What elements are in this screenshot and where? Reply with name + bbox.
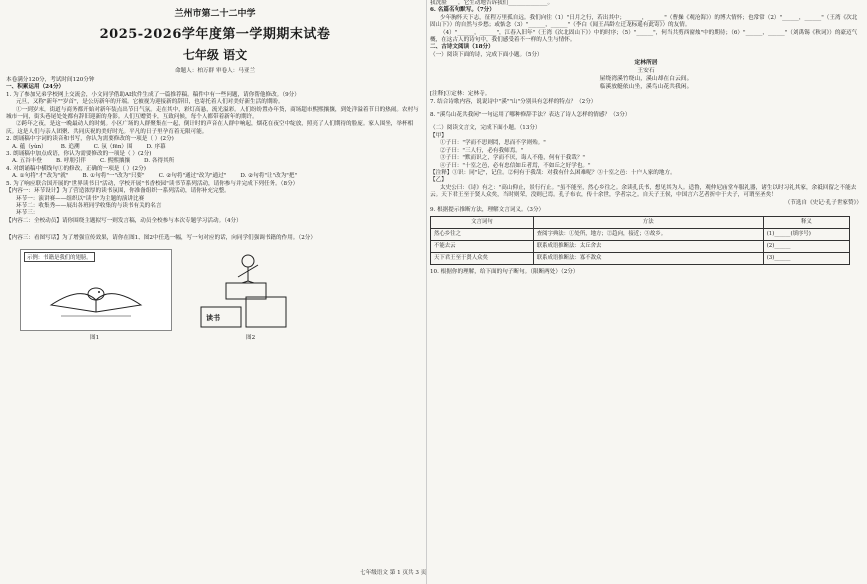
- answer-cell[interactable]: (2)______: [763, 241, 849, 253]
- source-line: （节选自《史记·孔子世家赞》）: [784, 199, 862, 206]
- grade-subject: 七年级 语文: [182, 48, 248, 62]
- option[interactable]: B. ①句将"一"改为"只要": [82, 173, 145, 180]
- question-1: 1. 为了参加兄弟学校网上交流会，小文同学借助AI软件生成了一篇推荐稿。稿件中有一些问题，请你帮他修改。（9分）: [6, 91, 300, 98]
- exam-info: 本卷满分120分，考试时间120分钟: [6, 77, 95, 83]
- poem-block: [430, 59, 862, 91]
- task-3: 【内容三：看图写话】为了增强宣传效果，请你在图1、图2中任选一幅，写一句对应的话，向同学们强调书籍的作用。（2分）: [6, 235, 316, 242]
- passage-para: ①一到岁末，街道与商务都开始对新年装点出节日气氛。走在其中，彩灯高悬，流光溢彩。人们纷纷置办年货，商场超市熙熙攘攘，到处洋溢着节日的热闹。农村与城市一同，街头巷尾处处都有辞旧迎新的身影。人们互赠贺卡，互致问候，每个人都带着新年的期许。: [6, 106, 419, 121]
- table-cell: 联系成语推断法：太丘舍去: [533, 241, 763, 253]
- option[interactable]: D. ②句将"让"改为"把": [240, 173, 298, 180]
- question-8: 8. "溪鸟山花共我闲"一句运用了哪种修辞手法？表达了诗人怎样的情感？（3分）: [430, 112, 631, 119]
- option[interactable]: A. 五谷丰登: [12, 158, 42, 165]
- task-2: 【内容二：全校动员】请你围绕主题拟写一则发言稿，动员全校参与本次专题学习活动。（4分）: [6, 217, 242, 224]
- page-footer: 七年级语文 第 1 页共 3 页: [360, 570, 427, 576]
- analects-line: ①子曰："学而不思则罔，思而不学则殆。": [440, 140, 546, 147]
- question-5: 5. 为了响应联合国开展的"世界读书日"活动，学校开展"书香校园"读书节系列活动，请你参与并完成下列任务。（8分）: [6, 180, 299, 187]
- question-7: 7. 结合诗歌内容，说说诗中"溪""山"分别具有怎样的特点？（2分）: [430, 98, 597, 105]
- analects-line: ④子曰："十室之邑，必有忠信如丘者焉，不如丘之好学也。": [440, 162, 591, 169]
- left-column: [6, 0, 427, 584]
- text-line: 我洗脸____，它生动地告诉我们______________。: [430, 0, 554, 6]
- bird-book-illustration: [21, 250, 171, 330]
- figure-2-label: 图2: [246, 334, 256, 341]
- step: 环节三：: [16, 210, 39, 217]
- table-header: 释义: [763, 217, 849, 229]
- passage-label: 【乙】: [430, 177, 447, 184]
- column-divider: [426, 0, 427, 584]
- question-9: 9. 根据提示推断方法，理解文言词义。（3分）: [430, 206, 545, 213]
- options-q3: [6, 158, 424, 165]
- question-10: 10. 根据你的理解，给下面的句子断句。（限断两处）（2分）: [430, 269, 579, 276]
- question-2: 2. 朗诵稿中字词的读音和书写，你认为需要修改的一项是（ ）(2分): [6, 136, 174, 143]
- question-3: 3. 朗诵稿中加点成语，你认为需要修改的一项是（ ）(2分): [6, 151, 152, 158]
- option[interactable]: C. 氛（fēn）围: [93, 143, 133, 150]
- poem-author: 王安石: [637, 68, 655, 75]
- step: 环节一：演讲赛——组织以"读书"为主题的演讲比赛: [16, 195, 145, 202]
- school-name: 兰州市第二十二中学: [174, 9, 256, 19]
- subsection-heading: （一）阅读下面的诗，完成下面小题。（5分）: [430, 51, 543, 58]
- option[interactable]: B. 追溯: [60, 143, 80, 150]
- option[interactable]: D. 序幕: [146, 143, 166, 150]
- author-line: 命题人：柏万群 审卷人：马亚兰: [174, 68, 256, 74]
- option[interactable]: A. ①句将"才"改为"就": [12, 173, 69, 180]
- table-cell: 天下君王至于贤人众矣: [431, 253, 534, 265]
- options-q2: [6, 144, 424, 151]
- analects-line: ②子曰："三人行，必有我师焉。": [440, 147, 524, 154]
- question-6: 6. 名篇名句默写。（7分）: [430, 7, 495, 14]
- analects-line: ③子曰："默而识之，学而不厌，诲人不倦，何有于我哉？": [440, 155, 585, 162]
- option[interactable]: B. 呼朋引伴: [55, 158, 87, 165]
- question-4: 4. 对朗诵稿中横线句①的修改，正确的一项是（ ）(2分): [6, 165, 146, 172]
- table-header: 文言词句: [431, 217, 534, 229]
- vocabulary-table: [430, 216, 850, 265]
- figures: [6, 245, 424, 341]
- right-column: [430, 0, 862, 584]
- passage-para: ②跨年之夜，是这一晚最动人的时刻。小区广场的人群聚集在一起，倒计时的声音在人群中响起，烟花在夜空中绽放，照亮了人们期待的脸庞。家人围坐，举杯相庆。这是人们与亲人团聚、共同庆祝的美好时光。平凡的日子里孕育着无限可能。: [6, 121, 414, 135]
- task-1: 【内容一：环节设计】为了营造浓厚的读书氛围，你准备组织一系列活动，请你补充完整。: [6, 188, 230, 195]
- figure-caption-box: 示例：书籍是我们的翅膀。: [24, 252, 95, 262]
- section-heading: 一、积累运用（24分）: [6, 84, 65, 91]
- table-row: [431, 253, 850, 265]
- option[interactable]: A. 蕴（yùn）: [12, 143, 47, 150]
- table-header: 方法: [533, 217, 763, 229]
- option[interactable]: C. ②句将"通过"改为"通过": [158, 173, 227, 180]
- table-cell: 联系成语推断法：寡不敌众: [533, 253, 763, 265]
- table-row: [431, 241, 850, 253]
- figure-1-label: 图1: [90, 334, 100, 341]
- passage-para: 元旦，又称"新年""岁首"，是公历新年的开端。它被视为迎接新的辞旧，也寄托着人们对美好新生活的期盼。: [16, 99, 284, 106]
- figure-2: [196, 247, 306, 331]
- exam-title: 2025-2026学年度第一学期期末试卷: [99, 27, 331, 42]
- fill-blank-text: 少年胸怀天下志，征程万里孤自远。我们向往（1）"日月之行，若出其中；______，______"（曹操《观沧海》）的博大情怀；也常常（2）"______，______"（王湾《次北固山下》）的自然与乡愁；或惦念（3）"______，______"（李白《闻王昌龄左迁龙标遥有此寄》）的友情。: [430, 14, 858, 29]
- step: 环节二：收集秀——展出各班同学收集的与读书有关的名言: [16, 202, 162, 209]
- table-header-row: [431, 217, 850, 229]
- classical-passage: 太史公曰：《诗》有之："高山仰止，景行行止。"虽不能至，然心乡往之。余读孔氏书，想见其为人。适鲁，观仲尼庙堂车服礼器，诸生以时习礼其家，余祗回留之不能去云。天下君王至于贤人众矣，当时则荣，没则已焉。孔子布衣，传十余世，学者宗之。自天子王侯，中国言六艺者折中于夫子，可谓至圣矣！: [430, 184, 857, 199]
- answer-cell[interactable]: (1)______(填序号): [763, 229, 849, 241]
- option[interactable]: D. 各得其所: [144, 158, 175, 165]
- subsection-heading: （二）阅读文言文，完成下面小题。（13分）: [430, 125, 541, 132]
- poem-note: [注释]①定林：定林寺。: [430, 91, 491, 98]
- table-cell: 不能去云: [431, 241, 534, 253]
- poem-title: 定林所居: [634, 60, 658, 67]
- answer-cell[interactable]: (3)______: [763, 253, 849, 265]
- option[interactable]: C. 熙熙攘攘: [100, 158, 131, 165]
- table-row: [431, 229, 850, 241]
- annotation: 【注释】①识：同"记"，记住。②何有于我哉：对我有什么困难呢？③十室之邑：十户人家的地方。: [430, 169, 676, 176]
- figure-1: [20, 249, 172, 331]
- book-label: 读书: [206, 312, 220, 322]
- table-cell: 查阅字典法：①处所，地方；②趋向，接近；③故乡。: [533, 229, 763, 241]
- poem-line: 临溪放艇依山坐，溪鸟山花共我闲。: [599, 84, 693, 91]
- passage-label: 【甲】: [430, 132, 447, 139]
- poem-line: 屋绕湾溪竹绕山，溪山却在白云间。: [599, 76, 693, 83]
- options-q4: [6, 173, 424, 180]
- table-cell: 然心乡往之: [431, 229, 534, 241]
- section-heading: 二、古诗文阅读（18分）: [430, 44, 494, 51]
- fill-blank-text: （4）"______，______"，江春入旧年"（王湾《次北固山下》）中的时序；（5）"______"，何当共剪西窗烛"中的期待；（6）"______，______"（刘禹锡《秋词》）的豪迈气概，在这古人的诗句中，我们感受着不一样的人生与情怀。: [430, 29, 858, 44]
